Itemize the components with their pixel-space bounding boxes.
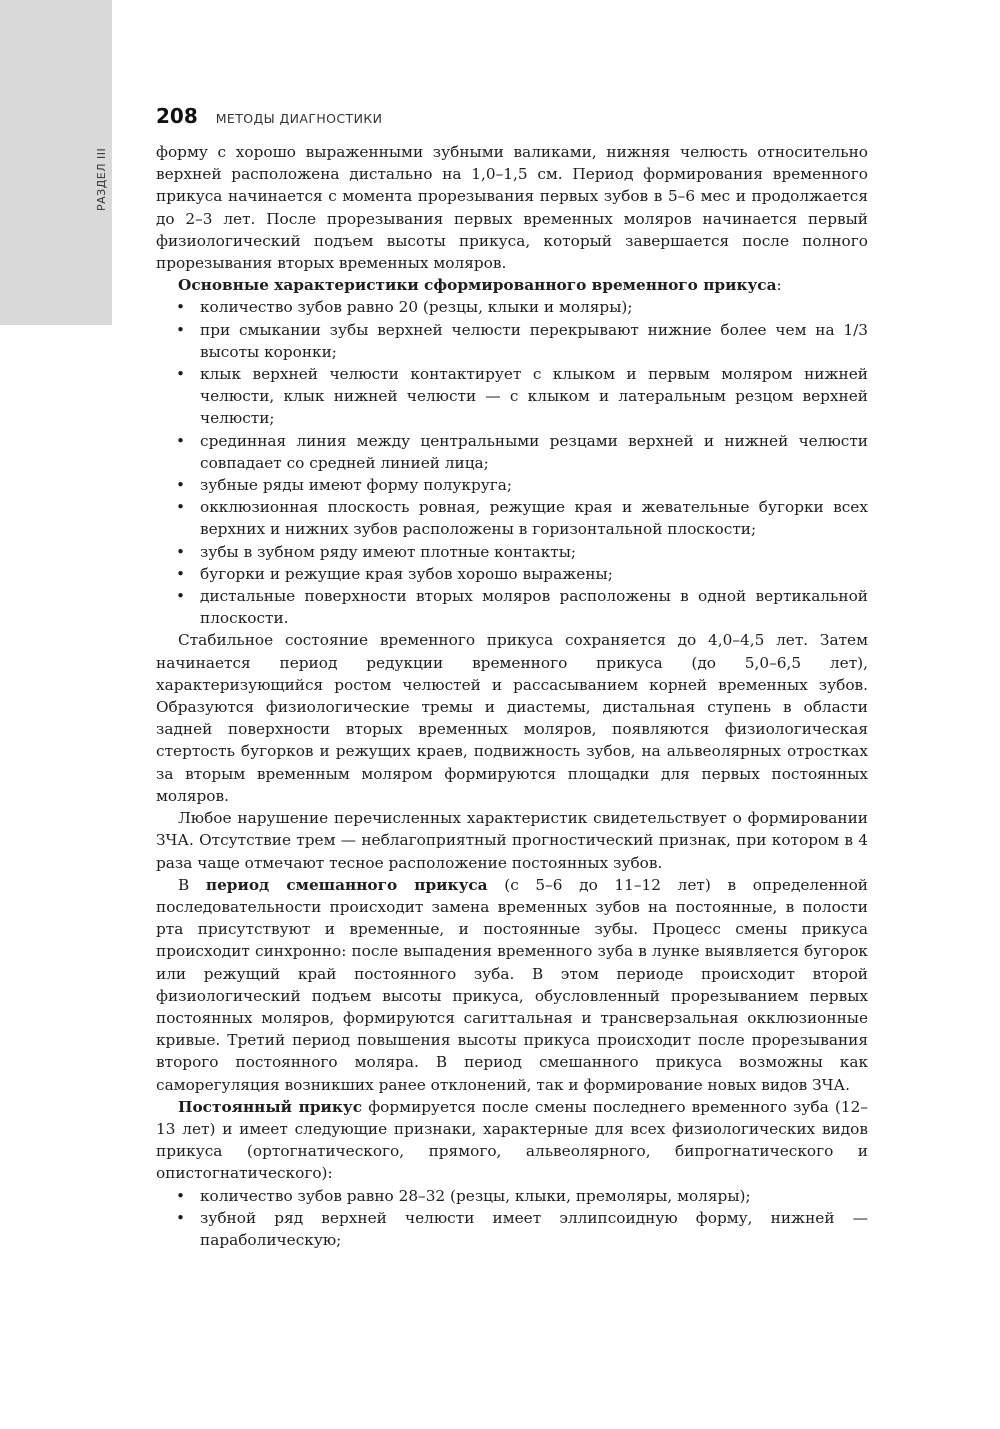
paragraph-5 — [156, 1096, 868, 1185]
permanent-bite-characteristics-list — [156, 1185, 868, 1252]
page-number: 208 — [156, 104, 198, 128]
list-item: • дистальные поверхности вторых моляров расположены в одной вертикальной плоскости. — [200, 585, 868, 629]
mixed-bite-term: период смешанного прикуса — [205, 875, 488, 894]
paragraph-5-text: формируется после смены последнего временного зуба (12–13 лет) и имеет следующие признаки, характерные для всех физиологических видов прикуса (ортогнатического, прямого, альвеолярного, бипрогнатического и опистогнатического): — [156, 1097, 868, 1183]
page-body — [156, 141, 868, 1251]
list-item: • клык верхней челюсти контактирует с клыком и первым моляром нижней челюсти, клык нижней челюсти — с клыком и латеральным резцом верхней челюсти; — [200, 363, 868, 430]
list-item: • срединная линия между центральными резцами верхней и нижней челюсти совпадает со средней линией лица; — [200, 430, 868, 474]
heading-colon: : — [776, 276, 782, 295]
list-item: • зубной ряд верхней челюсти имеет эллипсоидную форму, нижней — параболическую; — [200, 1207, 868, 1251]
running-title: МЕТОДЫ ДИАГНОСТИКИ — [215, 111, 383, 126]
paragraph-4-text: (с 5–6 до 11–12 лет) в определенной последовательности происходит замена временных зубов на постоянные, в полости рта присутствуют и временные, и постоянные зубы. Процесс смены прикуса происходит синхронно: после выпадения временного зуба в лунке выявляется бугорок или режущий край постоянного зуба. В этом периоде происходит второй физиологический подъем высоты прикуса, обусловленный прорезыванием первых постоянных моляров, формируются сагиттальная и трансверзальная окклюзионные кривые. Третий период повышения высоты прикуса происходит после прорезывания второго постоянного моляра. В период смешанного прикуса возможны как саморегуляция возникших ранее отклонений, так и формирование новых видов ЗЧА. — [156, 875, 868, 1094]
permanent-bite-term: Постоянный прикус — [178, 1097, 363, 1116]
list-item: • окклюзионная плоскость ровная, режущие края и жевательные бугорки всех верхних и нижних зубов расположены в горизонтальной плоскости; — [200, 496, 868, 540]
primary-bite-characteristics-list — [156, 296, 868, 629]
list-item: • количество зубов равно 28–32 (резцы, клыки, премоляры, моляры); — [200, 1185, 868, 1207]
paragraph-2: Стабильное состояние временного прикуса сохраняется до 4,0–4,5 лет. Затем начинается период редукции временного прикуса (до 5,0–6,5 лет), характеризующийся ростом челюстей и рассасыванием корней временных зубов. Образуются физиологические тремы и диастемы, дистальная ступень в области задней поверхности вторых временных моляров, появляются физиологическая стертость бугорков и режущих краев, подвижность зубов, на альвеолярных отростках за вторым временным моляром формируются площадки для первых постоянных моляров. — [156, 631, 868, 805]
paragraph-3: Любое нарушение перечисленных характеристик свидетельствует о формировании ЗЧА. Отсутствие трем — неблагоприятный прогностический признак, при котором в 4 раза чаще отмечают тесное расположение постоянных зубов. — [156, 809, 868, 872]
list-item: • бугорки и режущие края зубов хорошо выражены; — [200, 563, 868, 585]
heading-text: Основные характеристики сформированного временного прикуса — [178, 276, 777, 295]
page-header — [156, 104, 382, 130]
paragraph-4 — [156, 874, 868, 1096]
list-item: • при смыкании зубы верхней челюсти перекрывают нижние более чем на 1/3 высоты коронки; — [200, 319, 868, 363]
section-heading — [156, 274, 868, 296]
paragraph-4-lead: В — [178, 875, 206, 894]
list-item: • количество зубов равно 20 (резцы, клыки и моляры); — [200, 296, 868, 318]
list-item: • зубы в зубном ряду имеют плотные контакты; — [200, 541, 868, 563]
paragraph-1: форму с хорошо выраженными зубными валиками, нижняя челюсть относительно верхней расположена дистально на 1,0–1,5 см. Период формирования временного прикуса начинается с момента прорезывания первых зубов в 5–6 мес и продолжается до 2–3 лет. После прорезывания первых временных моляров начинается первый физиологический подъем высоты прикуса, который завершается после полного прорезывания вторых временных моляров. — [156, 143, 868, 273]
section-label: РАЗДЕЛ III — [95, 147, 108, 211]
list-item: • зубные ряды имеют форму полукруга; — [200, 474, 868, 496]
